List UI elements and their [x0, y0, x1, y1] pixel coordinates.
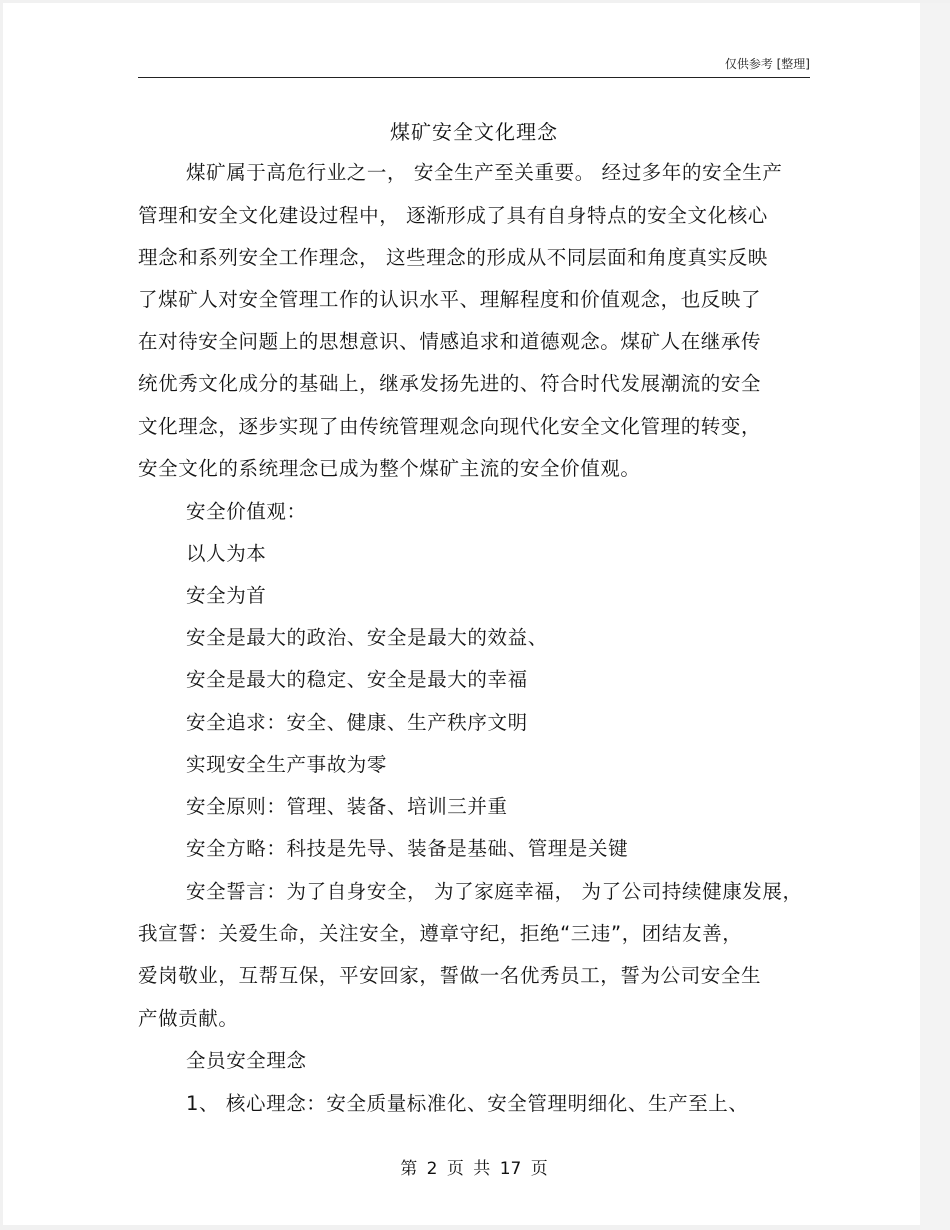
- paragraph-line: 在对待安全问题上的思想意识、情感追求和道德观念。煤矿人在继承传: [138, 330, 762, 353]
- section-heading: 全员安全理念: [186, 1049, 307, 1072]
- paragraph-line: 管理和安全文化建设过程中， 逐渐形成了具有自身特点的安全文化核心: [138, 204, 768, 227]
- paragraph-line: 产做贡献。: [138, 1007, 239, 1030]
- list-item: 安全是最大的政治、安全是最大的效益、: [186, 626, 548, 649]
- list-item: 安全为首: [186, 584, 267, 607]
- paragraph-line: 爱岗敬业，互帮互保，平安回家，誓做一名优秀员工，誓为公司安全生: [138, 964, 762, 987]
- list-item: 安全是最大的稳定、安全是最大的幸福: [186, 668, 528, 691]
- list-item: 以人为本: [186, 542, 267, 565]
- section-heading: 安全价值观：: [186, 500, 307, 523]
- header-rule: [138, 77, 810, 78]
- page-number: 第 2 页 共 17 页: [400, 1159, 548, 1179]
- list-item: 实现安全生产事故为零: [186, 753, 388, 776]
- paragraph-line: 理念和系列安全工作理念， 这些理念的形成从不同层面和角度真实反映: [138, 246, 768, 269]
- paragraph-line: 文化理念，逐步实现了由传统管理观念向现代化安全文化管理的转变，: [138, 415, 762, 438]
- paragraph-line: 统优秀文化成分的基础上，继承发扬先进的、符合时代发展潮流的安全: [138, 372, 762, 395]
- list-item: 安全原则：管理、装备、培训三并重: [186, 795, 508, 818]
- paragraph-line: 了煤矿人对安全管理工作的认识水平、理解程度和价值观念，也反映了: [138, 288, 762, 311]
- document-page: [3, 3, 920, 1225]
- paragraph-line: 煤矿属于高危行业之一， 安全生产至关重要。 经过多年的安全生产: [186, 161, 783, 184]
- list-item: 安全追求：安全、健康、生产秩序文明: [186, 711, 528, 734]
- viewer-background: [920, 3, 950, 1230]
- document-title: 煤矿安全文化理念: [390, 120, 558, 144]
- header-note: 仅供参考 [整理]: [724, 57, 810, 71]
- list-item: 安全方略：科技是先导、装备是基础、管理是关键: [186, 837, 629, 860]
- numbered-item: 1、 核心理念：安全质量标准化、安全管理明细化、生产至上、: [186, 1092, 749, 1115]
- paragraph-line: 安全文化的系统理念已成为整个煤矿主流的安全价值观。: [138, 457, 641, 480]
- paragraph-line: 我宣誓：关爱生命，关注安全，遵章守纪，拒绝“三违”，团结友善，: [138, 922, 743, 945]
- paragraph-line: 安全誓言：为了自身安全， 为了家庭幸福， 为了公司持续健康发展，: [186, 880, 803, 903]
